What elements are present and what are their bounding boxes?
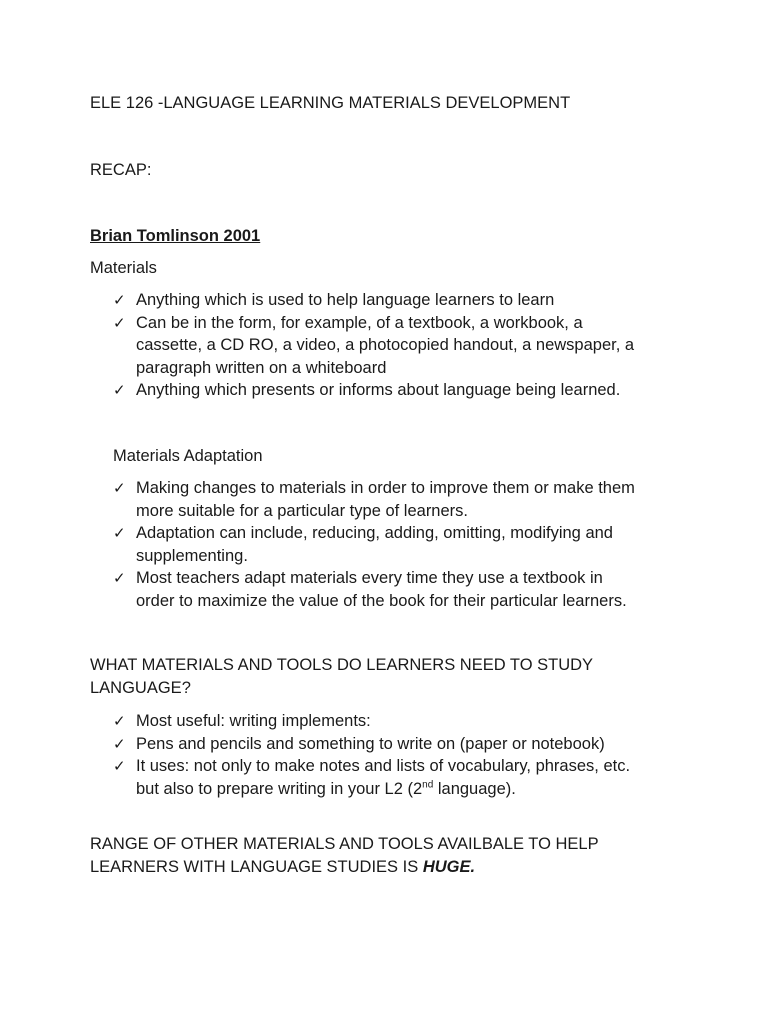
checkmark-icon: ✓ bbox=[113, 381, 126, 399]
list-item: ✓ It uses: not only to make notes and lists of vocabulary, phrases, etc. but also to prepare writing in your L2 (2nd language). bbox=[113, 757, 631, 798]
range-line2: LEARNERS WITH LANGUAGE STUDIES IS HUGE. bbox=[90, 858, 476, 876]
checkmark-icon: ✓ bbox=[113, 313, 126, 332]
checkmark-icon: ✓ bbox=[113, 734, 126, 753]
list-item: ✓ Making changes to materials in order to improve them or make them more suitable for a particular type of learners. bbox=[113, 479, 635, 520]
checkmark-icon: ✓ bbox=[113, 291, 126, 309]
list-item: ✓ Most useful: writing implements: bbox=[113, 710, 693, 733]
range-line1: RANGE OF OTHER MATERIALS AND TOOLS AVAILBALE TO HELP bbox=[90, 835, 599, 853]
list-item: ✓ Most teachers adapt materials every time they use a textbook in order to maximize the value of the book for their particular learners. bbox=[113, 569, 627, 610]
materials-list bbox=[113, 289, 693, 402]
tools-list bbox=[113, 710, 693, 800]
adaptation-list bbox=[113, 477, 693, 612]
question-heading-line2: LANGUAGE? bbox=[90, 679, 191, 697]
checkmark-icon: ✓ bbox=[113, 479, 126, 497]
question-heading-line1: WHAT MATERIALS AND TOOLS DO LEARNERS NEED TO STUDY bbox=[90, 656, 594, 674]
author-heading: Brian Tomlinson 2001 bbox=[90, 227, 261, 245]
recap-label: RECAP: bbox=[90, 161, 152, 179]
list-item: ✓ Anything which presents or informs about language being learned. bbox=[113, 379, 693, 402]
list-item: ✓ Pens and pencils and something to write on (paper or notebook) bbox=[113, 733, 693, 756]
list-item: ✓ Adaptation can include, reducing, adding, omitting, modifying and supplementing. bbox=[113, 524, 613, 565]
checkmark-icon: ✓ bbox=[113, 524, 126, 542]
checkmark-icon: ✓ bbox=[113, 569, 126, 587]
list-item: ✓ Anything which is used to help language learners to learn bbox=[113, 289, 693, 312]
adaptation-label: Materials Adaptation bbox=[113, 447, 263, 465]
checkmark-icon: ✓ bbox=[113, 712, 126, 730]
materials-label: Materials bbox=[90, 259, 157, 277]
course-title: ELE 126 -LANGUAGE LEARNING MATERIALS DEVELOPMENT bbox=[90, 94, 571, 112]
checkmark-icon: ✓ bbox=[113, 757, 126, 775]
huge-emphasis: HUGE. bbox=[422, 858, 476, 876]
list-item: ✓ Can be in the form, for example, of a textbook, a workbook, a cassette, a CD RO, a video, a photocopied handout, a newspaper, a paragraph written on a whiteboard bbox=[113, 313, 635, 377]
